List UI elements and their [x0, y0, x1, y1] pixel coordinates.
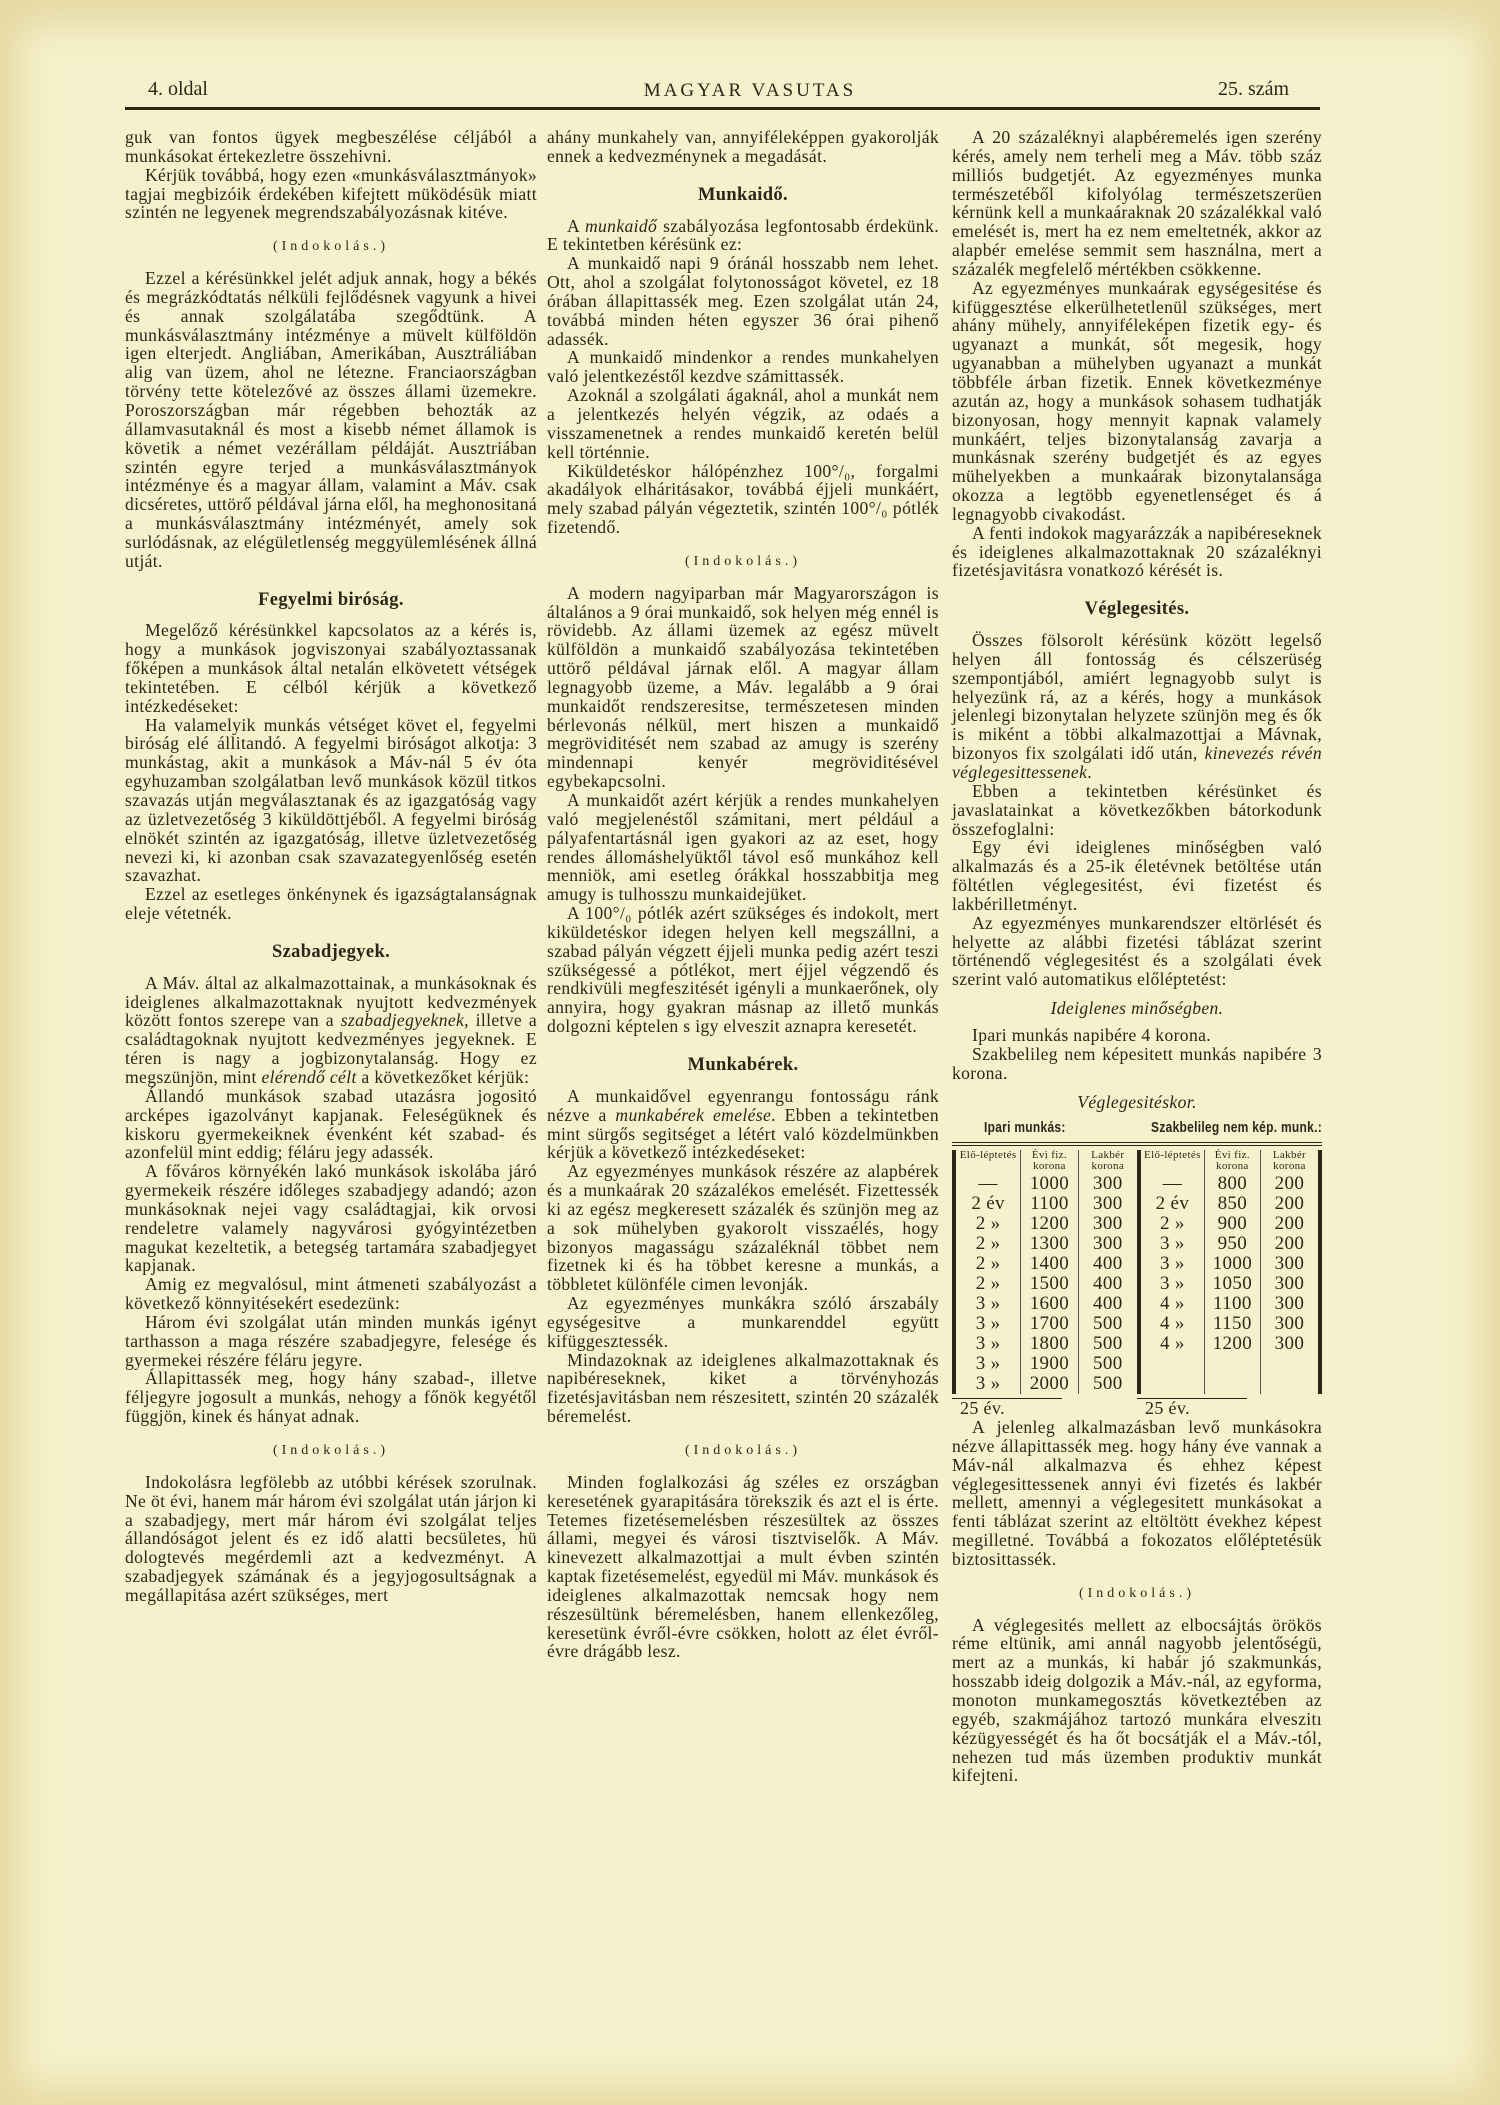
text-run: A Máv. által az alkalmazottainak, a munkásoknak és ideiglenes alkalmazottaknak nyujtott kedvezmények között fontos szerepe van a — [125, 972, 537, 1031]
table-cell: 400 — [1093, 1273, 1123, 1295]
text-run: Ezzel az esetleges önkénynek és igazságtalanságnak eleje vétetnék. — [125, 884, 537, 924]
salary-table — [952, 1142, 1322, 1418]
emphasis-text: munkaidő — [584, 215, 658, 236]
text-run: Ipari munkás napibére 4 korona. — [972, 1024, 1212, 1045]
text-run: A munkaidővel egyenrangu fontosságu ránk nézve a — [547, 1085, 939, 1125]
paragraph — [952, 914, 1322, 989]
table-cell: — — [978, 1173, 998, 1195]
table-cell: 1000 — [1020, 1174, 1078, 1194]
table-cell: 400 — [1093, 1253, 1123, 1275]
paragraph — [125, 1369, 537, 1426]
table-cell: 200 — [1274, 1173, 1305, 1195]
table-cell: 3 » — [975, 1333, 1001, 1355]
column-header: Évi fiz. korona — [1020, 1150, 1078, 1174]
table-cell: 500 — [1093, 1353, 1123, 1375]
column-header: Lakbér korona — [1091, 1149, 1125, 1173]
text-run: Állapittassék meg, hogy hány szabad-, illetve féljegyre jogosult a munkás, nehogy a főnök kegyétől függjön, kinek és hányat adnak. — [125, 1368, 537, 1427]
justification-subheading: (Indokolás.) — [1078, 1585, 1196, 1601]
table-cell: 200 — [1274, 1213, 1305, 1235]
masthead: MAGYAR VASUTAS — [643, 80, 857, 101]
text-run: Szakbelileg nem képesitett munkás napibére 3 korona. — [952, 1043, 1322, 1083]
emphasis-text: szabadjegyeknek — [340, 1010, 465, 1031]
paragraph — [952, 1616, 1322, 1786]
column-header: Elő-léptetés — [959, 1149, 1017, 1162]
emphasis-text: kinevezés révén véglegesittessenek — [952, 743, 1322, 782]
paragraph — [952, 1026, 1322, 1045]
text-run: Az egyezményes munkarendszer eltörlését és helyette az alábbi fizetési táblázat szerint történendő véglegesitést és a szolgálati évek szerint való automatikus előléptetést: — [952, 912, 1322, 990]
italic-subheading: Ideiglenes minőségben. — [1050, 998, 1224, 1019]
paragraph — [547, 1351, 939, 1426]
table-cell: 1200 — [1204, 1334, 1261, 1354]
table-cell: 1100 — [1204, 1294, 1261, 1314]
justification-subheading: (Indokolás.) — [272, 239, 390, 255]
table-cell: 3 » — [1159, 1253, 1185, 1275]
empty-cell — [1204, 1354, 1261, 1374]
paragraph — [547, 1294, 939, 1351]
text-run: Az egyezményes munkások részére az alapbérek és a munkaárak 20 százalékos emelését. Fizettessék ki az egész megkeresett százalék és szünjön meg az a sok mühelyben gyakorolt visszaélés, hogy bizonyos magasságu százaléknál többet nem fizetnek ki és ha többet keresne a munkás, a többletet különféle cimen levonják. — [547, 1161, 939, 1295]
text-run: . Ebben a tekintetben mint sürgős segitséget a létért való közdelmünkben kérjük a következő intézkedéseket: — [547, 1104, 939, 1163]
text-run: szabályozása legfontosabb érdekünk. E tekintetben kérésünk ez: — [547, 215, 939, 255]
paragraph — [547, 904, 939, 1036]
empty-cell — [1141, 1374, 1204, 1394]
table-cell: 300 — [1093, 1233, 1123, 1255]
paragraph — [547, 254, 939, 348]
paragraph — [952, 631, 1322, 782]
salary-grid — [1137, 1150, 1322, 1394]
text-run: Ha valamelyik munkás vétséget követ el, fegyelmi biróság elé állitandó. A fegyelmi biróságot alkotja: 3 munkástag, akit a munkások a Máv-nál 5 év óta egyhuzamban szolgálatban levő munkások közül titkos szavazás utján megválasztanak és az igazgatóság vagy az üzletvezetőség 3 kiküldöttjéből. A fegyelmi biróság elnökét szintén az igazgatóság, illetve üzletvezetőség nevezi ki, ki azonban csak szavazategyenlőség esetén szavazhat. — [125, 714, 537, 886]
paragraph — [125, 621, 537, 715]
text-run: Ebben a tekintetben kérésünket és javaslatainkat a következőkben bátorkodunk összefoglalni: — [952, 780, 1322, 839]
table-cell: 2 » — [1159, 1213, 1185, 1235]
text-run: Ezzel a kérésünkkel jelét adjuk annak, hogy a békés és megrázkódtatás nélküli fejlődésnek vagyunk a hivei és annak szolgálatába szegődtünk. A munkásválasztmány intézménye a müvelt külföldön igen elterjedt. Angliában, Amerikában, Ausztráliában alig van üzem, ahol ne létezne. Franciaországban törvény tette kötelezővé az összes állami üzemekre. Poroszországban már régebben behozták az államvasutaknál és most a kisebb német államok is követik a német vezérállam példáját. Ausztriában szintén egyre terjed a munkásválasztmányok intézménye és a magyar állam, valamint a Máv. csak dicséretes, uttörő példával járna elől, ha meghonositaná a munkásválasztmány intézményét, amely sok surlódásnak, az elégületlenség meggyülemlésének állná utját. — [125, 268, 537, 571]
paragraph — [547, 128, 939, 166]
text-run: A jelenleg alkalmazásban levő munkásokra nézve állapittassék meg. hogy hány éve vannak a Máv-nál alkalmazva és ehhez képest véglegesittessenek annyi évi fizetés és lakbér mellett, amennyi a véglegesitett munkásokat a fenti táblázat szerint az eltöltött évekhez képest megilletné. Továbbá a fokozatos előléptetésük biztosittassék. — [952, 1417, 1322, 1569]
table-cell: 2000 — [1020, 1374, 1078, 1394]
salary-table-titles — [952, 1119, 1322, 1138]
text-run: Megelőző kérésünkkel kapcsolatos az a kérés is, hogy a munkások jogviszonyai szabályoztassanak főképen a munkások által netalán elkövetett vétségek tekintetében. E célból kérjük a következő intézkedéseket: — [125, 620, 537, 716]
paragraph — [547, 217, 939, 255]
table-cell: 2 » — [975, 1213, 1001, 1235]
empty-cell — [1141, 1354, 1204, 1374]
paragraph — [125, 1087, 537, 1162]
text-run: , illetve a családtagoknak nyujtott kedvezményes jegyeknek. E téren is nagy a jogbizonytalanság. Hogy ez megszünjön, mint — [125, 1010, 537, 1087]
table-cell: 1900 — [1020, 1354, 1078, 1374]
text-run: Egy évi ideiglenes minőségben való alkalmazás és a 25-ik életévnek betöltése után föltétlen véglegesitést, évi fizetést és lakbérilletményt. — [952, 837, 1322, 914]
text-run: guk van fontos ügyek megbeszélése céljából a munkásokat értekezletre összehivni. — [125, 127, 537, 166]
text-run: Három évi szolgálat után minden munkás igényt tarthasson a maga részére szabadjegyre, felesége és gyermekei részére féláru jegyre. — [125, 1311, 537, 1370]
paragraph — [547, 386, 939, 461]
table-cell: 200 — [1274, 1233, 1305, 1255]
paragraph — [125, 885, 537, 923]
paragraph — [547, 462, 939, 537]
table-cell: 3 » — [975, 1373, 1001, 1395]
empty-cell — [1204, 1374, 1261, 1394]
table-cell: 2 » — [975, 1273, 1001, 1295]
table-cell: — — [1162, 1173, 1183, 1195]
paragraph — [125, 128, 537, 166]
justification-subheading: (Indokolás.) — [684, 553, 802, 569]
table-cell: 400 — [1093, 1293, 1123, 1315]
text-run: Azoknál a szolgálati ágaknál, ahol a munkát nem a jelentkezés helyén végzik, az odaés a visszamenetnek a rendes munkaidő keretén belül kell történnie. — [547, 385, 939, 462]
paragraph — [952, 279, 1322, 524]
salary-grid — [952, 1150, 1137, 1394]
empty-cell — [1261, 1374, 1318, 1394]
table-cell: 300 — [1093, 1213, 1123, 1235]
paragraph — [952, 838, 1322, 913]
table-cell: 900 — [1204, 1214, 1261, 1234]
paragraph — [125, 1162, 537, 1275]
text-run: A — [567, 215, 585, 236]
text-run: Kiküldetéskor hálópénzhez 100°/₀, forgalmi akadályok elháritásakor, továbbá éjjeli munkáért, mely szabad pályán végeztetik, szintén 100°/₀ pótlék fizetendő. — [547, 460, 939, 538]
empty-cell — [1261, 1354, 1318, 1374]
table-cell: 1800 — [1020, 1334, 1078, 1354]
table-total: 25 év. — [1137, 1398, 1247, 1418]
paragraph — [125, 716, 537, 886]
justification-subheading: (Indokolás.) — [684, 1443, 802, 1458]
paragraph — [125, 1275, 537, 1313]
table-cell: 1600 — [1020, 1294, 1078, 1314]
text-run: A munkaidő mindenkor a rendes munkahelyen való jelentkezéstől kezdve számittassék. — [547, 347, 939, 387]
table-cell: 2 » — [975, 1233, 1001, 1255]
table-cell: 3 » — [1159, 1233, 1185, 1255]
section-heading: Szabadjegyek. — [271, 941, 391, 962]
table-cell: 1500 — [1020, 1274, 1078, 1294]
column-header: Lakbér korona — [1272, 1149, 1307, 1173]
table-group-title: Ipari munkás: — [984, 1119, 1066, 1137]
section-heading: Munkaidő. — [697, 184, 789, 205]
column-2 — [547, 128, 939, 1661]
table-cell: 1050 — [1204, 1274, 1261, 1294]
table-cell: 1000 — [1204, 1254, 1261, 1274]
text-run: A 100°/₀ pótlék azért szükséges és indokolt, mert kiküldetéskor idegen helyen kell megszállni, a szabad pályán végzett éjjeli munka pedig azért teszi szükségessé a pótlékot, mert éjjel végzendő és rendkivüli megfeszitését igényli a munkaerőnek, oly annyira, hogy gyakran másnap az illető munkás dolgozni képtelen s igy elveszit aznapra keresetét. — [547, 903, 939, 1037]
paragraph — [547, 1087, 939, 1162]
table-cell: 3 » — [975, 1313, 1001, 1335]
table-cell: 800 — [1204, 1174, 1261, 1194]
justification-subheading: (Indokolás.) — [272, 1443, 390, 1458]
table-cell: 500 — [1093, 1313, 1123, 1335]
table-cell: 1700 — [1020, 1314, 1078, 1334]
text-run: A modern nagyiparban már Magyarországon is általános a 9 órai munkaidő, sok helyen még ennél is rövidebb. Az állami üzemek az egész müvelt külföldön a munkaidő szabályozása tekintetében uttörő példával járnak elől. A magyar állam legnagyobb üzeme, a Máv. legalább a 9 órai munkaidőt rendszeresitse, természetesen minden bérlevonás nélkül, mert hiszen a munkaidő megröviditését nem szabad az amugy is szerény mindennapi kenyér megröviditésével egybekapcsolni. — [547, 582, 939, 792]
text-run: A munkaidőt azért kérjük a rendes munkahelyen való megjelenéstől számitani, mert például a pályafentartásnál igen gyakori az az eset, hogy rendes állomáshelyüktől távol eső munkához kell menniök, ami esetleg órákkal hosszabbitja meg amugy is tulhosszu munkaidejüket. — [547, 790, 939, 905]
paragraph — [952, 524, 1322, 581]
paragraph — [547, 584, 939, 791]
table-cell: 950 — [1204, 1234, 1261, 1254]
text-run: ahány munkahely van, annyiféleképpen gyakorolják ennek a kedvezménynek a megadását. — [547, 127, 939, 166]
paragraph — [547, 1473, 939, 1661]
text-run: A véglegesités mellett az elbocsájtás örökös réme eltünik, ami annál nagyobb jelentőségü, mert az a munkás, ki habár jó szakmunkás, hosszabb ideig dolgozik a Máv.-nál, az egyforma, monoton munkamegosztás következtében az egyéb, szakmájához tartozó munkára elveszitı kézügyességét és ha őt bocsátják el a Máv.-tól, nehezen tud más üzemben produktiv munkát kifejteni. — [952, 1614, 1322, 1786]
table-cell: 300 — [1274, 1313, 1305, 1335]
table-cell: 1400 — [1020, 1254, 1078, 1274]
salary-table-group — [1137, 1150, 1322, 1418]
table-cell: 1200 — [1020, 1214, 1078, 1234]
emphasis-text: elérendő célt — [261, 1066, 357, 1087]
text-run: a következőket kérjük: — [356, 1066, 530, 1087]
paragraph — [952, 128, 1322, 279]
table-cell: 2 év — [971, 1193, 1005, 1215]
issue-number: 25. szám — [1218, 78, 1290, 100]
text-run: Összes fölsorolt kérésünk között legelső helyen áll fontosság és célszerüség szempontjából, amiért legnagyobb sulyt is helyezünk rá, az a kérés, hogy a munkások jelenlegi bizonytalan helyzete szünjön meg és ők is miként a többi alkalmazottjai a Mávnak, bizonyos fix szolgálati idő után, — [952, 630, 1322, 764]
table-cell: 2 » — [975, 1253, 1001, 1275]
table-group-title: Szakbelileg nem kép. munk.: — [1151, 1119, 1322, 1137]
italic-subheading: Véglegesitéskor. — [1077, 1091, 1197, 1112]
paragraph — [125, 974, 537, 1087]
table-total: 25 év. — [952, 1398, 1062, 1418]
page-number: 4. oldal — [148, 78, 208, 100]
table-cell: 3 » — [975, 1353, 1001, 1375]
table-cell: 500 — [1093, 1333, 1123, 1355]
table-cell: 300 — [1274, 1273, 1305, 1295]
paragraph — [125, 166, 537, 223]
salary-table-group — [952, 1150, 1137, 1418]
paragraph — [547, 791, 939, 904]
text-run: Kérjük továbbá, hogy ezen «munkásválasztmányok» tagjai megbizóik érdekében kifejtett müködésük miatt szintén ne legyenek megrendszabályozásnak kitéve. — [125, 164, 537, 223]
text-run: A főváros környékén lakó munkások iskolába járó gyermekeik részére időleges szabadjegy adandó; azon munkásoknak nejei vagy családtagjai, kik orvosi rendeletre valamely nagyvárosi gyógyintézetben magukat kezeltetik, a betegség tartamára szabadjegyet kapjanak. — [125, 1161, 537, 1276]
text-run: A 20 százaléknyi alapbéremelés igen szerény kérés, amely nem terheli meg a Máv. több száz milliós budgetjét. Az egyezményes munka természetéből kifolyólag természetszerüen kérnünk kell a munkaáraknak 20 százalékkal való emelését is, mert ha ez nem emeltetnék, akkor az alapbér emelése semmit sem használna, mert a százalék megfelelő mértékben csökkenne. — [952, 127, 1322, 279]
text-run: A munkaidő napi 9 óránál hosszabb nem lehet. Ott, ahol a szolgálat folytonosságot követel, ez 18 órában állapittassék meg. Ezen szolgálat után 24, továbbá minden héten egyszer 36 órai pihenő adassék. — [547, 253, 939, 349]
text-run: . — [1087, 762, 1093, 782]
paragraph — [125, 1313, 537, 1370]
table-cell: 4 » — [1159, 1313, 1185, 1335]
text-run: Indokolásra legfölebb az utóbbi kérések szorulnak. Ne öt évi, hanem már három évi szolgálat után járjon ki a szabadjegy, mert már három évi szolgálat teljes állandóságot jelent és ez idő alatti becsületes, hü dologtevés megérdemli azt a kedvezményt. A szabadjegyek számának és a jegyjogosultságnak a megállapitása azért szükséges, mert — [125, 1471, 537, 1605]
paragraph — [547, 1162, 939, 1294]
column-header: Évi fiz. korona — [1204, 1150, 1261, 1174]
table-cell: 3 » — [1159, 1273, 1185, 1295]
section-heading: Véglegesités. — [1084, 599, 1190, 620]
table-cell: 1100 — [1020, 1194, 1078, 1214]
table-cell: 300 — [1093, 1173, 1123, 1195]
table-cell: 200 — [1274, 1193, 1305, 1215]
paragraph — [125, 1473, 537, 1605]
emphasis-text: munkabérek emelése — [615, 1104, 772, 1125]
text-run: Mindazoknak az ideiglenes alkalmazottaknak és napibéreseknek, kiket a törvényhozás fizetésjavitásban nem részesitett, szintén 20 százalék béremelést. — [547, 1349, 939, 1427]
table-cell: 4 » — [1159, 1333, 1185, 1355]
column-1 — [125, 128, 537, 1605]
table-cell: 1300 — [1020, 1234, 1078, 1254]
table-cell: 300 — [1093, 1193, 1123, 1215]
text-run: Az egyezményes munkákra szóló árszabály egységesitve a munkarenddel együtt kifüggesztessék. — [547, 1293, 939, 1351]
paragraph — [952, 1418, 1322, 1569]
text-run: Állandó munkások szabad utazásra jogositó arcképes igazolványt kapjanak. Feleségüknek és kiskoru gyermekeiknek évenként két szabad- és azonfelül mint eddig; féláru jegy adassék. — [125, 1085, 537, 1163]
text-run: Amig ez megvalósul, mint átmeneti szabályozást a következő könnyitésekért esedezünk: — [125, 1274, 537, 1314]
table-cell: 1150 — [1204, 1314, 1261, 1334]
table-cell: 2 év — [1155, 1193, 1190, 1215]
text-run: A fenti indokok magyarázzák a napibéreseknek és ideiglenes alkalmazottaknak 20 százaléknyi fizetésjavitásra vonatkozó kérését is. — [952, 522, 1322, 581]
table-cell: 850 — [1204, 1194, 1261, 1214]
table-cell: 500 — [1093, 1373, 1123, 1395]
table-cell: 3 » — [975, 1293, 1001, 1315]
section-heading: Munkabérek. — [687, 1054, 799, 1075]
header-rule — [125, 107, 1320, 110]
table-cell: 300 — [1274, 1333, 1305, 1355]
paragraph — [547, 348, 939, 386]
table-cell: 300 — [1274, 1293, 1305, 1315]
column-header: Elő-léptetés — [1144, 1149, 1201, 1162]
paragraph — [952, 782, 1322, 839]
paragraph — [952, 1045, 1322, 1083]
section-heading: Fegyelmi biróság. — [258, 589, 404, 610]
text-run: Minden foglalkozási ág széles ez országban keresetének gyarapitására törekszik és azt el is érte. Tetemes fizetésemelésben részesültek az összes állami, megyei és városi tisztviselők. A Máv. kinevezett alkalmazottjai a mult évben szintén kaptak fizetésemelést, egyedül mi Máv. munkások és ideiglenes alkalmazottak nemcsak hogy nem részesültünk béremelésben, hanem ellenkezőleg, keresetünk évről-évre csökken, holott az élet évről-évre drágább lesz. — [547, 1471, 939, 1662]
table-cell: 4 » — [1159, 1293, 1185, 1315]
column-3 — [952, 128, 1322, 1785]
table-cell: 300 — [1274, 1253, 1305, 1275]
text-run: Az egyezményes munkaárak egységesitése és kifüggesztése elkerülhetetlenül szükséges, mert ahány mühely, annyiféleképen fizetik egy- és ugyanazt a munkát, sőt megesik, hogy ugyanabban a mühelyben ugyanazt a munkát többféle árban fizetik. Ennek következménye azután az, hogy a munkások sohasem tudhatják bizonyosan, hogy mennyit kapnak valamely munkáért, teljes bizonytalanság zavarja a munkásnak szerény budgetjét és az egyes mühelyekben a munkaárak bizonytalansága okozza a legtöbb egyenetlenséget és á legnagyobb civakodást. — [952, 277, 1322, 524]
paragraph — [125, 269, 537, 571]
